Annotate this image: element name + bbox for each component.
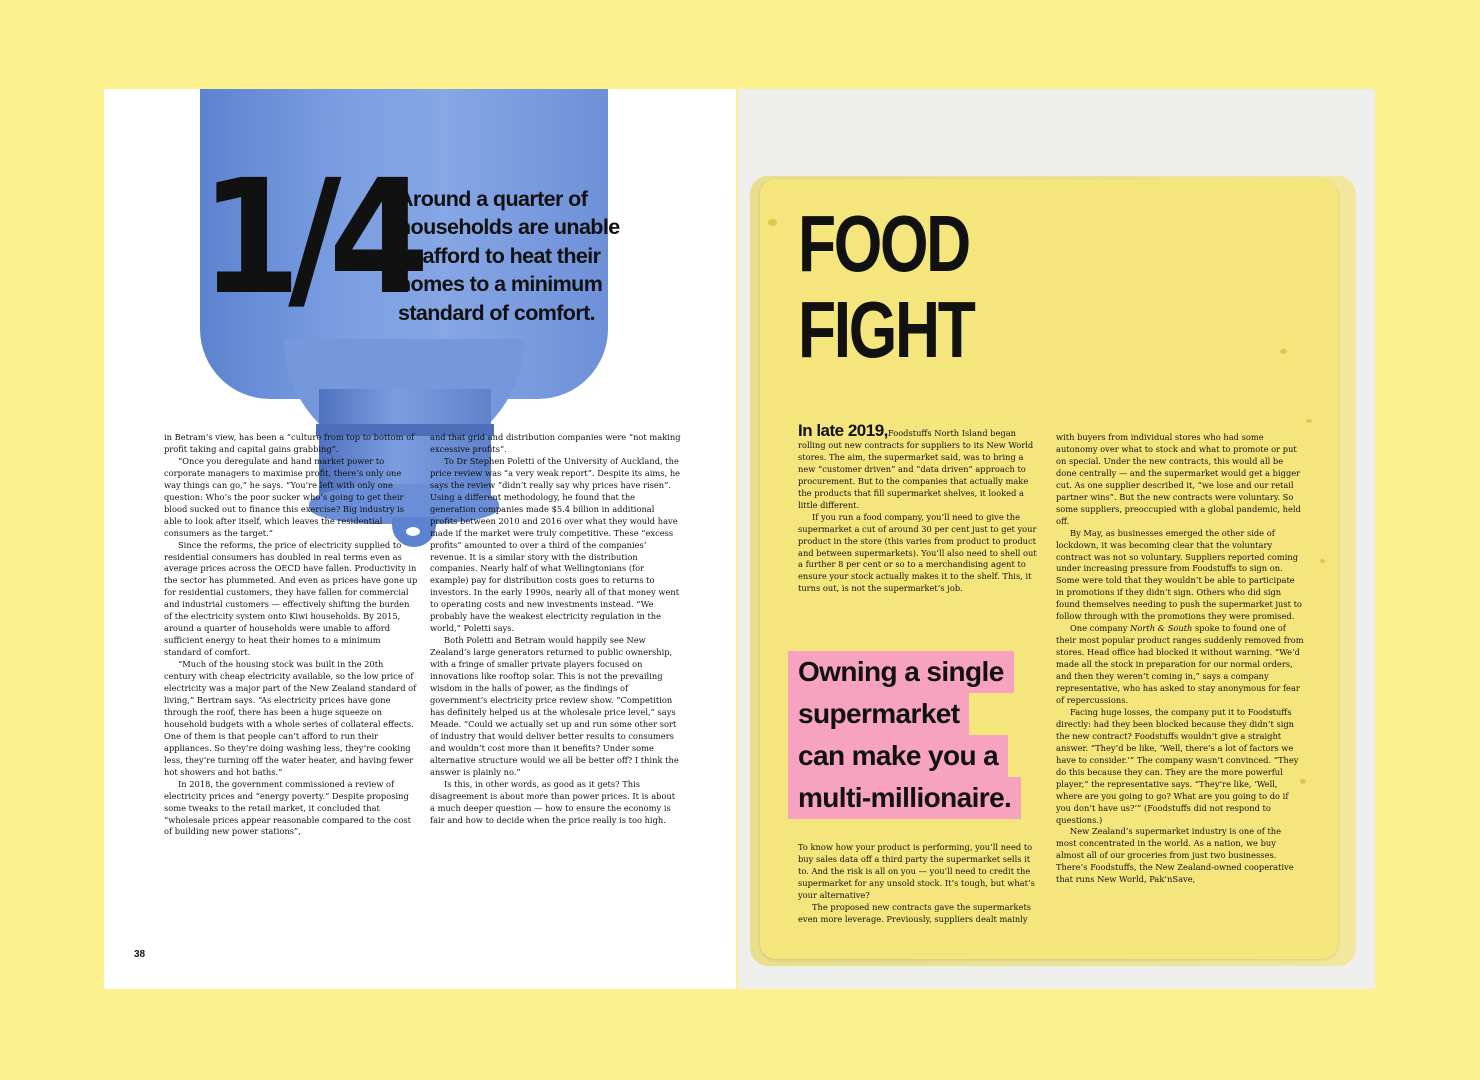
article-column-2 bbox=[1056, 432, 1304, 886]
headline bbox=[798, 201, 973, 373]
right-page bbox=[738, 89, 1375, 989]
paragraph: By May, as businesses emerged the other side of lockdown, it was becoming clear that the voluntary contract was not so voluntary. Suppliers reported coming under increasing pressure from Foodstuffs to sign on. Some were told that they wouldn’t be able to participate in promotions if they didn’t sign. Others who did sign found themselves needing to push the supermarket just to follow through with the promotions they were promised. bbox=[1056, 527, 1302, 622]
paragraph: New Zealand’s supermarket industry is one of the most concentrated in the world. As a nation, we buy almost all of our groceries from just two businesses. There’s Foodstuffs, the New Zealand-owned cooperative that runs New World, Pak’nSave, bbox=[1056, 826, 1294, 885]
left-page bbox=[104, 89, 736, 989]
paragraph: “Much of the housing stock was built in the 20th century with cheap electricity available, so the low price of electricity was a major part of the New Zealand standard of living,” Bertram says. “As electricity prices have gone through the roof, there has been a huge squeeze on household budgets with a whole series of collateral effects. One of them is that people can’t afford to run their appliances. So they’re doing washing less, they’re cooking less, they’re turning off the water heater, and having fewer hot showers and hot baths.” bbox=[164, 659, 417, 777]
article-column-1 bbox=[798, 421, 1040, 595]
page-number: 38 bbox=[134, 949, 146, 960]
paragraph: The proposed new contracts gave the supermarkets even more leverage. Previously, suppliers dealt mainly bbox=[798, 901, 1032, 924]
pull-quote-line: can make you a bbox=[788, 735, 1008, 777]
paragraph: “Once you deregulate and hand market power to corporate managers to maximise profit, there’s only one way things can go,” he says. “You’re left with only one question: Who’s the poor sucker who’s going to get their blood sucked out to finance this exercise? Big industry is able to look after itself, which leaves the residential consumers as the target.” bbox=[164, 455, 405, 538]
headline-line: FIGHT bbox=[798, 285, 974, 374]
paragraph: To Dr Stephen Poletti of the University of Auckland, the price review was “a very weak report”. Despite its aims, he says the review “didn’t really say why prices have risen”. Using a different methodology, he found that the generation companies made $5.4 billion in additional profits between 2010 and 2016 over what they would have made if the market were truly competitive. These “excess profits” amounted to over a third of the companies’ revenue. It is a similar story with the distribution companies. Nearly half of what Wellingtonians (for example) pay for distribution costs goes to returns to investors. In the early 1990s, nearly all of that money went to operating costs and new investments instead. “We probably have the weakest electricity regulation in the world,” Poletti says. bbox=[430, 455, 681, 634]
article-column-1-continued bbox=[798, 842, 1040, 926]
pull-quote-line: Owning a single bbox=[788, 651, 1014, 693]
paragraph: In 2018, the government commissioned a review of electricity prices and “energy poverty.” Despite proposing some tweaks to the retail market, it concluded that “wholesale prices appear reasonable compared to the cost of building new power stations”, bbox=[164, 778, 411, 837]
article-column-1 bbox=[164, 432, 418, 838]
pull-quote-line: supermarket bbox=[788, 693, 969, 735]
lead-in: In late 2019, bbox=[798, 421, 888, 440]
paragraph: in Betram’s view, has been a “culture from top to bottom of profit taking and capital gains grabbing”. bbox=[164, 432, 415, 454]
paragraph: Both Poletti and Betram would happily see New Zealand’s large generators returned to public ownership, with a fringe of smaller private players focused on innovations like rooftop solar. This is not the prevailing wisdom in the halls of power, as the findings of government’s electricity price review show. “Competition has definitely helped us at the wholesale price level,” says Meade. “Could we actually set up and run some other sort of industry that would deliver better results to consumers and wouldn’t cost more than it benefits? Under some alternative structure would we all be better off? I think the answer is plainly no.” bbox=[430, 635, 679, 777]
paragraph: In late 2019,Foodstuffs North Island began rolling out new contracts for suppliers to its New World stores. The aim, the supermarket said, was to bring a new “customer driven” and “data driven” approach to procurement. But to the companies that actually make the products that fill supermarket shelves, it looked a little different. bbox=[798, 421, 1034, 510]
article-column-2 bbox=[430, 432, 682, 826]
paragraph: To know how your product is performing, you’ll need to buy sales data off a third party the supermarket sells it to. And the risk is all on you — you’ll need to credit the supermarket for any unsold stock. It’s tough, but what’s your alternative? bbox=[798, 842, 1035, 900]
paragraph: One company North & South spoke to found one of their most popular product ranges suddenly removed from stores. Head office had blocked it without warning. “We’d made all the stock in preparation for our normal orders, and then they weren’t coming in,” says a company representative, who has asked to stay anonymous for fear of repercussions. bbox=[1056, 623, 1304, 705]
paragraph: If you run a food company, you’ll need to give the supermarket a cut of around 30 per cent just to get your product in the store (this varies from product to product and between supermarkets). You’ll also need to shell out a further 8 per cent or so to a merchandising agent to ensure your stock actually makes it to the shelf. This, it turns out, is not the supermarket’s job. bbox=[798, 511, 1037, 594]
headline-line: FOOD bbox=[798, 199, 969, 288]
paragraph: Since the reforms, the price of electricity supplied to residential consumers has doubled in real terms even as average prices across the OECD have fallen. Productivity in the sector has plummeted. And even as prices have gone up for residential customers, they have fallen for commercial and industrial customers — effectively shifting the burden of the electricity system onto Kiwi households. By 2015, around a quarter of households were unable to afford sufficient energy to heat their homes to a minimum standard of comfort. bbox=[164, 539, 418, 658]
paragraph: Facing huge losses, the company put it to Foodstuffs directly: had they been blocked because they didn’t sign the new contract? Foodstuffs wouldn’t give a straight answer. “They’d be like, ‘Well, there’s a lot of factors we have to consider.’” The company wasn’t convinced. “They do this because they can. They are the more powerful player,” the representative says. “They’re like, ‘Well, where are you going to go? What are you going to do if you don’t have us?’” (Foodstuffs did not respond to questions.) bbox=[1056, 706, 1299, 825]
pull-quote-line: multi-millionaire. bbox=[788, 777, 1021, 819]
paragraph: with buyers from individual stores who had some autonomy over what to stock and what to promote or put on special. Under the new contracts, this would all be done centrally — and the supermarket would get a bigger cut. As one supplier described it, “we lose and our retail partner wins”. But the new contracts were voluntary. So some suppliers, preoccupied with a global pandemic, held off. bbox=[1056, 432, 1301, 526]
paragraph: Is this, in other words, as good as it gets? This disagreement is about more than power prices. It is about a much deeper question — how to ensure the economy is fair and how to decide when the price really is too high. bbox=[430, 778, 676, 825]
pull-quote bbox=[788, 651, 1068, 819]
stat-caption: Around a quarter of households are unable to afford to heat their homes to a minimum standard of comfort. bbox=[398, 187, 620, 325]
paragraph: and that grid and distribution companies were “not making excessive profits”. bbox=[430, 432, 681, 454]
stat-fraction: 1/4 bbox=[200, 146, 417, 330]
